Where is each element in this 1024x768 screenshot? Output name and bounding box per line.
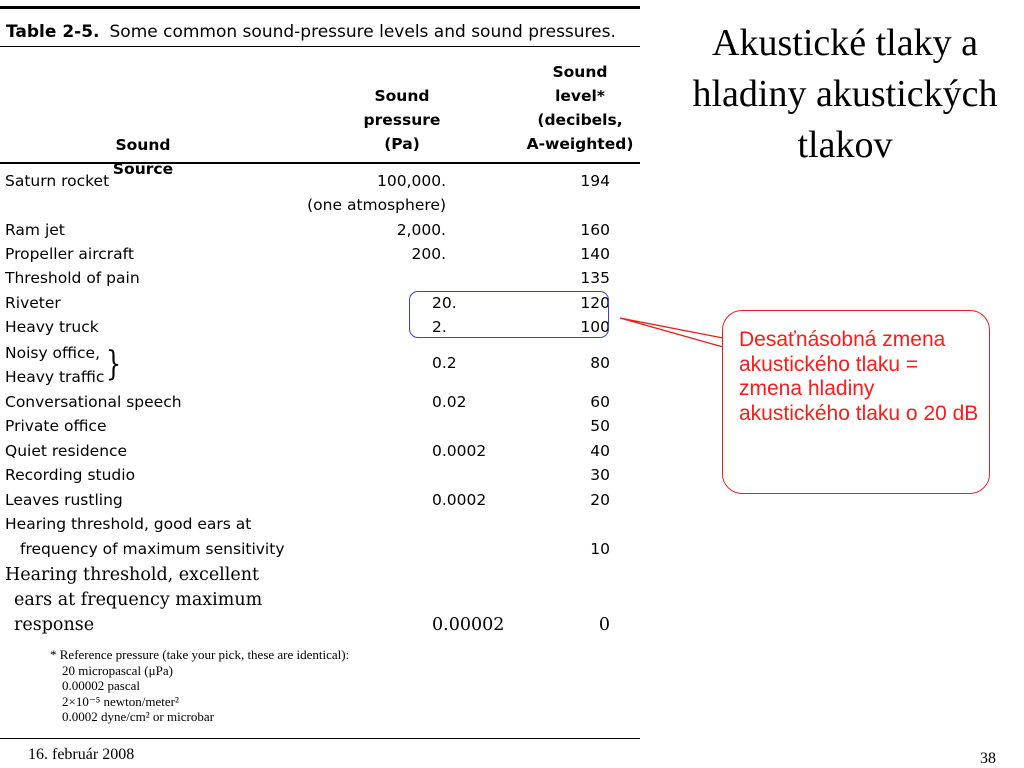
- highlight-box: [409, 291, 609, 338]
- table-row-source: Saturn rocket: [5, 172, 110, 190]
- table-caption: [6, 22, 616, 42]
- footnote-line: 0.0002 dyne/cm² or microbar: [62, 709, 214, 724]
- header-level-line: (decibels,: [537, 111, 623, 129]
- table-row-source: Noisy office,: [5, 344, 101, 362]
- slide-title: Akustické tlaky a hladiny akustických tlakov: [692, 22, 998, 166]
- table-row-level: 40: [590, 442, 610, 460]
- table-caption-rule: [0, 46, 640, 47]
- table-row-pressure: 0.0002: [432, 442, 487, 460]
- table-row-pressure: 0.2: [432, 354, 457, 372]
- slide-footer-rule: [0, 738, 640, 739]
- table-row-source: Ram jet: [5, 221, 65, 239]
- table-row-pressure: 2.: [432, 318, 447, 336]
- table-footnote: [50, 647, 349, 725]
- table-row-source: Leaves rustling: [5, 491, 123, 509]
- table-row-level: 120: [580, 294, 610, 312]
- table-row-source: Hearing threshold, excellent: [5, 565, 260, 585]
- footnote-line: 0.00002 pascal: [62, 678, 140, 693]
- page-number: 38: [980, 750, 996, 767]
- table-caption-number: Table 2-5.: [6, 22, 100, 42]
- table-row-source: response: [14, 615, 95, 635]
- table-row-source: frequency of maximum sensitivity: [20, 540, 285, 558]
- header-level-line: level*: [555, 87, 605, 105]
- table-row-level: 0: [598, 615, 610, 635]
- table-row-level: 20: [590, 491, 610, 509]
- table-row-pressure: 200.: [411, 245, 446, 263]
- table-row-level: 140: [580, 245, 610, 263]
- header-sound-level: [525, 60, 635, 156]
- table-row-pressure: 0.02: [432, 393, 467, 411]
- table-row-pressure: 0.0002: [432, 491, 487, 509]
- table-row-source: Conversational speech: [5, 393, 182, 411]
- callout-text: Desaťnásobná zmena akustického tlaku = zmena hladiny akustického tlaku o 20 dB: [739, 328, 979, 425]
- table-row-source: Heavy truck: [5, 318, 99, 336]
- table-row-level: 80: [590, 354, 610, 372]
- header-sound-source: Sound Source: [112, 136, 174, 178]
- table-top-rule: [0, 6, 640, 9]
- table-row-source: Propeller aircraft: [5, 245, 134, 263]
- table-row-level: 10: [590, 540, 610, 558]
- table-row-source: Hearing threshold, good ears at: [5, 515, 252, 533]
- table-row-source: Quiet residence: [5, 442, 128, 460]
- table-row-pressure: 100,000.: [376, 172, 446, 190]
- table-row-source: ears at frequency maximum: [14, 590, 263, 610]
- slide-date: 16. február 2008: [28, 746, 135, 763]
- table-row-level: 30: [590, 466, 610, 484]
- table-row-level: 160: [580, 221, 610, 239]
- table-row-source: Recording studio: [5, 466, 136, 484]
- footnote-line: * Reference pressure (take your pick, these are identical):: [50, 647, 350, 662]
- table-row-level: 135: [580, 269, 610, 287]
- table-row-level: 50: [590, 417, 610, 435]
- table-row-level: 194: [580, 172, 610, 190]
- table-row-level: 100: [580, 318, 610, 336]
- header-pressure-line: Sound: [374, 87, 430, 105]
- brace-glyph: }: [106, 344, 122, 384]
- callout-pointer-line: [620, 318, 723, 347]
- header-pressure-line: (Pa): [384, 135, 420, 153]
- table-row-pressure: (one atmosphere): [307, 196, 446, 214]
- table-row-pressure: 2,000.: [396, 221, 446, 239]
- table-row-source: Heavy traffic: [5, 368, 105, 386]
- table-caption-text: Some common sound-pressure levels and sound pressures.: [109, 22, 616, 42]
- table-row-source: Riveter: [5, 294, 61, 312]
- header-level-line: A-weighted): [526, 135, 634, 153]
- table-row-source: Threshold of pain: [5, 269, 140, 287]
- header-level-line: Sound: [552, 63, 608, 81]
- table-row-source: Private office: [5, 417, 107, 435]
- header-pressure-line: pressure: [363, 111, 441, 129]
- footnote-line: 20 micropascal (μPa): [62, 662, 173, 678]
- table-row-level: 60: [590, 393, 610, 411]
- table-row-pressure: 0.00002: [432, 615, 505, 635]
- footnote-line: 2×10⁻⁵ newton/meter²: [62, 693, 179, 709]
- header-sound-pressure: [352, 84, 452, 156]
- table-row-pressure: 20.: [432, 294, 457, 312]
